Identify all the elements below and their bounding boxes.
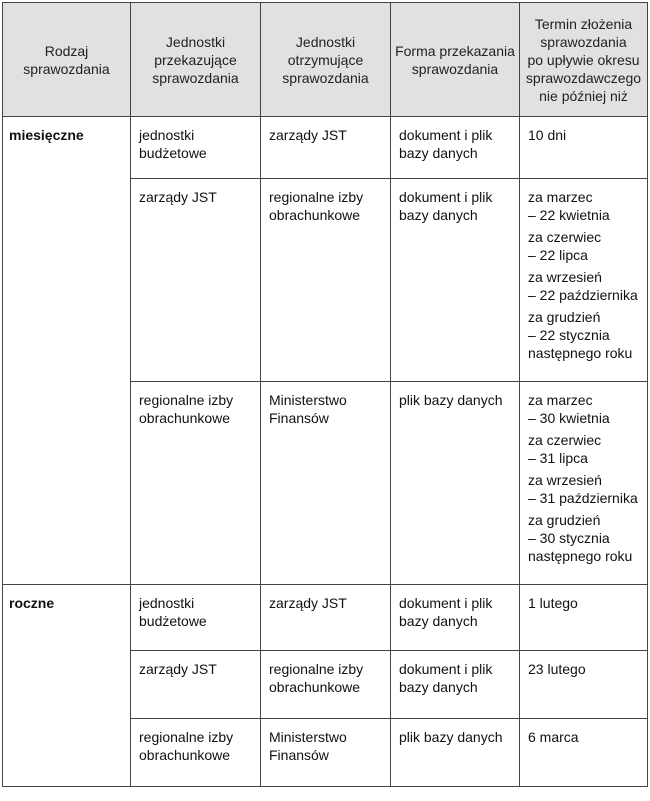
deadline <box>520 382 648 585</box>
receiving-unit: Ministerstwo Finansów <box>261 719 391 787</box>
delivery-form: dokument i plik bazy danych <box>391 179 520 382</box>
delivery-form: plik bazy danych <box>391 382 520 585</box>
report-type-annual: roczne <box>3 585 131 787</box>
header-report-type: Rodzaj sprawozdania <box>3 3 131 117</box>
receiving-unit: zarządy JST <box>261 117 391 179</box>
sending-unit: jednostki budżetowe <box>131 585 261 651</box>
deadline-entry: za wrzesień – 31 października <box>528 472 638 506</box>
receiving-unit: regionalne izby obrachunkowe <box>261 179 391 382</box>
deadline-entry: za grudzień – 22 stycznia następnego roku <box>528 309 633 361</box>
receiving-unit: Ministerstwo Finansów <box>261 382 391 585</box>
deadline-entry: za marzec – 22 kwietnia <box>528 189 610 223</box>
header-delivery-form: Forma przekazania sprawozdania <box>391 3 520 117</box>
deadline: 10 dni <box>520 117 648 179</box>
table-row <box>3 585 648 651</box>
deadline: 23 lutego <box>520 651 648 719</box>
deadline: 1 lutego <box>520 585 648 651</box>
table-row <box>3 117 648 179</box>
sending-unit: jednostki budżetowe <box>131 117 261 179</box>
header-sending-units: Jednostki przekazujące sprawozdania <box>131 3 261 117</box>
sending-unit: zarządy JST <box>131 651 261 719</box>
deadline <box>520 179 648 382</box>
deadline-entry: za czerwiec – 31 lipca <box>528 432 602 466</box>
report-type-monthly: miesięczne <box>3 117 131 585</box>
reporting-table <box>2 2 648 787</box>
deadline-entry: za marzec – 30 kwietnia <box>528 392 610 426</box>
header-receiving-units: Jednostki otrzymujące sprawozdania <box>261 3 391 117</box>
deadline-entry: za grudzień – 30 stycznia następnego roku <box>528 512 633 564</box>
deadline-entry: za czerwiec – 22 lipca <box>528 229 602 263</box>
header-row <box>3 3 648 117</box>
delivery-form: dokument i plik bazy danych <box>391 651 520 719</box>
header-deadline: Termin złożenia sprawozdania po upływie okresu sprawozdawczego nie później niż <box>520 3 648 117</box>
sending-unit: zarządy JST <box>131 179 261 382</box>
sending-unit: regionalne izby obrachunkowe <box>131 719 261 787</box>
receiving-unit: regionalne izby obrachunkowe <box>261 651 391 719</box>
delivery-form: dokument i plik bazy danych <box>391 117 520 179</box>
delivery-form: dokument i plik bazy danych <box>391 585 520 651</box>
sending-unit: regionalne izby obrachunkowe <box>131 382 261 585</box>
delivery-form: plik bazy danych <box>391 719 520 787</box>
deadline: 6 marca <box>520 719 648 787</box>
deadline-entry: za wrzesień – 22 października <box>528 269 638 303</box>
receiving-unit: zarządy JST <box>261 585 391 651</box>
